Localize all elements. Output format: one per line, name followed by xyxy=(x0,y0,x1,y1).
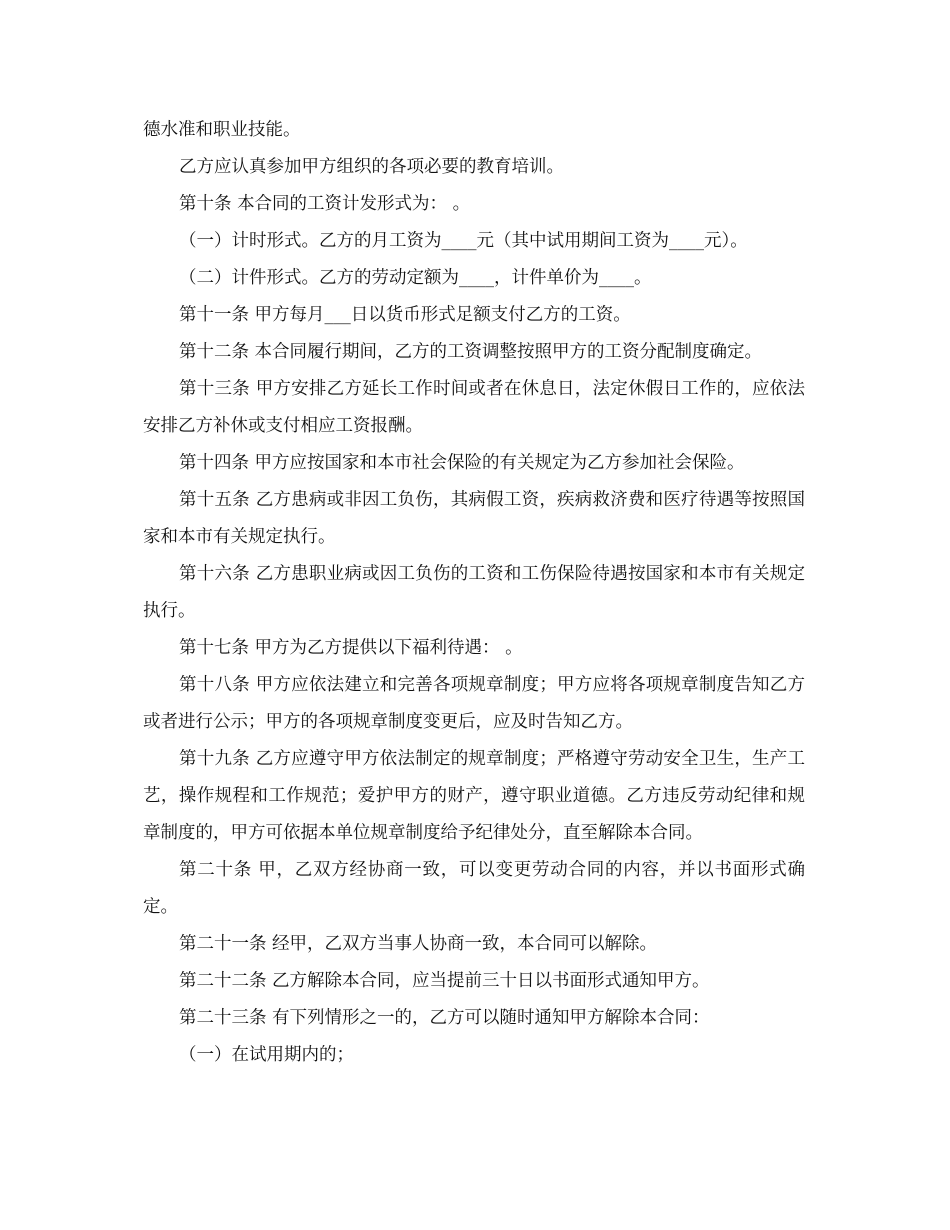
paragraph-continuation: 德水准和职业技能。 xyxy=(143,120,301,140)
article-13: 第十三条 甲方安排乙方延长工作时间或者在休息日，法定休假日工作的，应依法安排乙方补休或支付相应工资报酬。 xyxy=(143,379,805,436)
article-10-item-2: （二）计件形式。乙方的劳动定额为____，计件单价为____。 xyxy=(179,268,652,288)
article-17: 第十七条 甲方为乙方提供以下福利待遇： 。 xyxy=(179,638,523,658)
article-14: 第十四条 甲方应按国家和本市社会保险的有关规定为乙方参加社会保险。 xyxy=(179,453,745,473)
article-10-item-1: （一）计时形式。乙方的月工资为____元（其中试用期间工资为____元）。 xyxy=(179,231,748,251)
article-22: 第二十二条 乙方解除本合同，应当提前三十日以书面形式通知甲方。 xyxy=(179,971,710,991)
paragraph-training: 乙方应认真参加甲方组织的各项必要的教育培训。 xyxy=(179,157,564,177)
article-11: 第十一条 甲方每月___日以货币形式足额支付乙方的工资。 xyxy=(179,305,631,325)
article-21: 第二十一条 经甲，乙双方当事人协商一致，本合同可以解除。 xyxy=(179,934,658,954)
article-16: 第十六条 乙方患职业病或因工负伤的工资和工伤保险待遇按国家和本市有关规定执行。 xyxy=(143,564,805,621)
article-10: 第十条 本合同的工资计发形式为： 。 xyxy=(179,194,471,214)
article-23: 第二十三条 有下列情形之一的，乙方可以随时通知甲方解除本合同： xyxy=(179,1008,710,1028)
article-18: 第十八条 甲方应依法建立和完善各项规章制度；甲方应将各项规章制度告知乙方或者进行公示；甲方的各项规章制度变更后，应及时告知乙方。 xyxy=(143,675,805,732)
article-15: 第十五条 乙方患病或非因工负伤，其病假工资，疾病救济费和医疗待遇等按照国家和本市有关规定执行。 xyxy=(143,490,805,547)
article-20: 第二十条 甲，乙双方经协商一致，可以变更劳动合同的内容，并以书面形式确定。 xyxy=(143,860,805,917)
article-12: 第十二条 本合同履行期间，乙方的工资调整按照甲方的工资分配制度确定。 xyxy=(179,342,763,362)
contract-body xyxy=(143,112,805,1074)
article-19: 第十九条 乙方应遵守甲方依法制定的规章制度；严格遵守劳动安全卫生，生产工艺，操作规程和工作规范；爱护甲方的财产，遵守职业道德。乙方违反劳动纪律和规章制度的，甲方可依据本单位规章制度给予纪律处分，直至解除本合同。 xyxy=(143,749,805,843)
article-23-item-1: （一）在试用期内的； xyxy=(179,1045,354,1065)
